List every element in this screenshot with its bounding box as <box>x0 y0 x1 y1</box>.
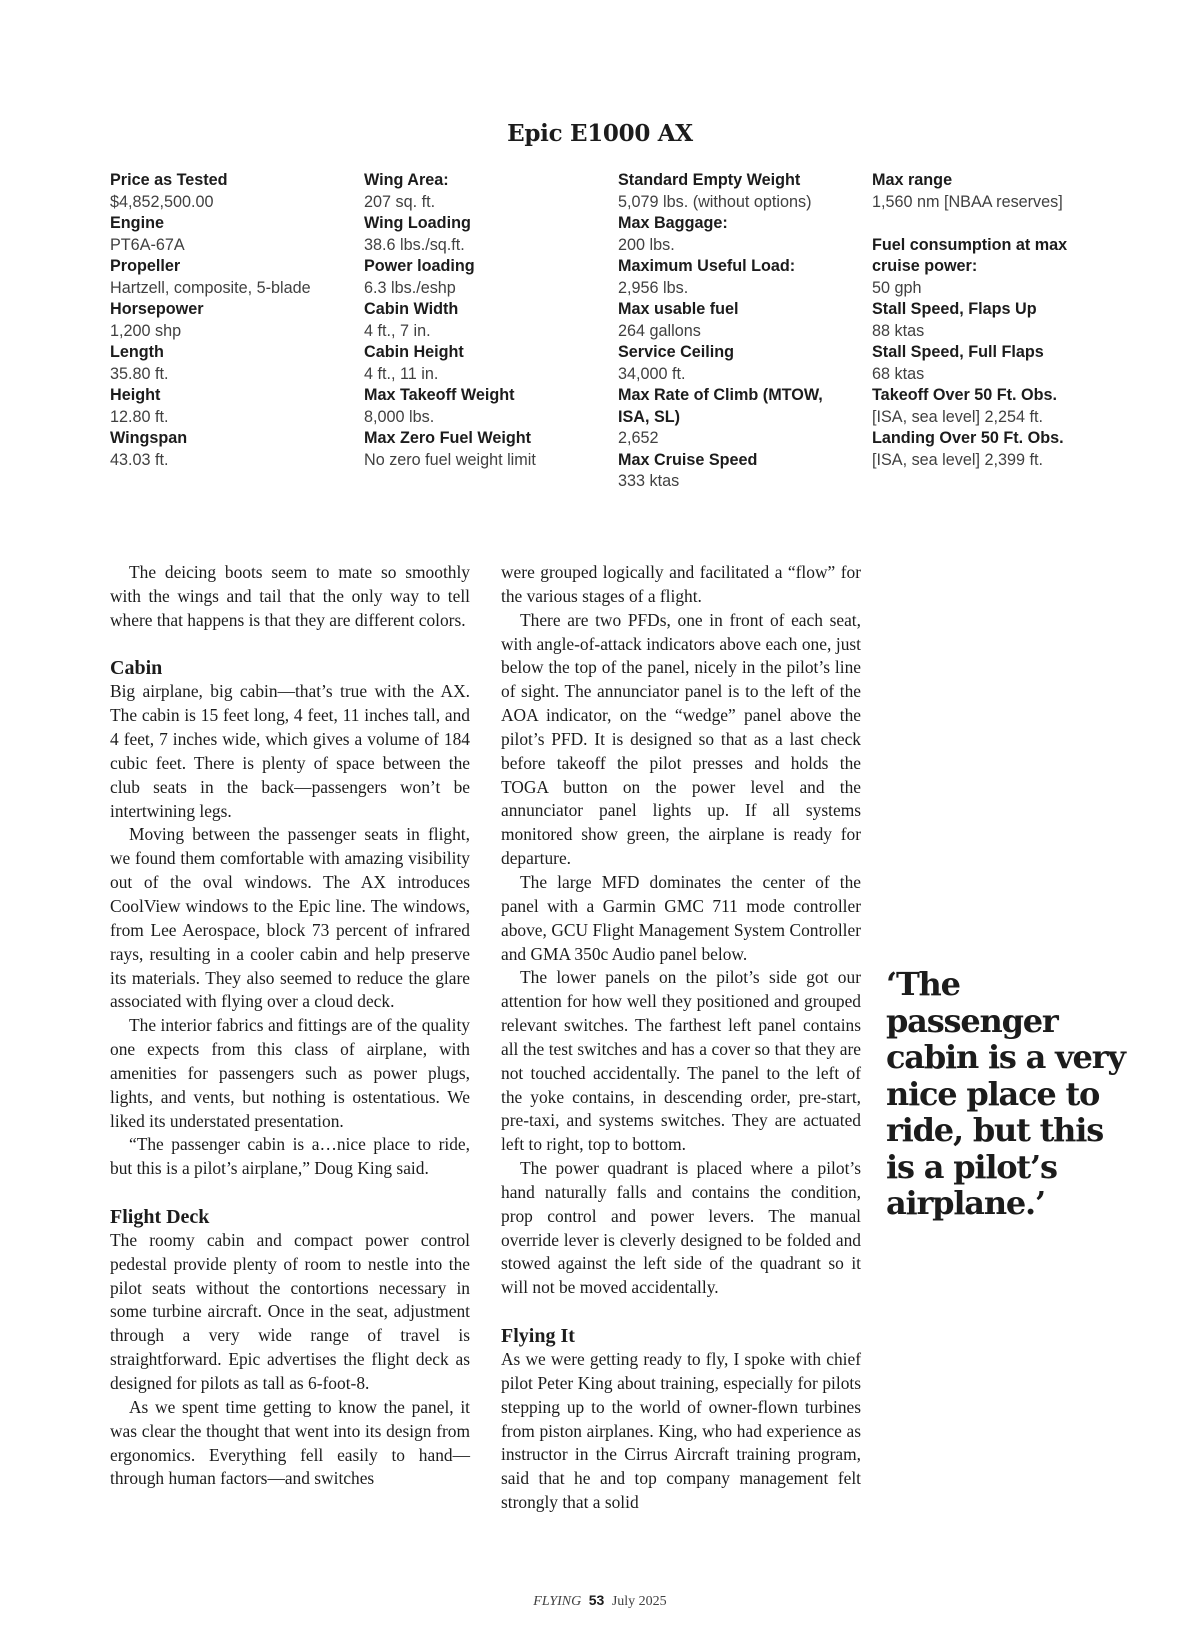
spec-value: 5,079 lbs. (without options) <box>618 192 812 211</box>
article-column-left <box>110 561 470 1491</box>
footer-magazine-name: FLYING <box>533 1594 582 1609</box>
body-paragraph: The power quadrant is placed where a pilot’s hand naturally falls and contains the condition, prop control and power levers. The manual override lever is cleverly designed to be folded and stowed against the left side of the quadrant so it will not be moved accidentally. <box>501 1158 861 1298</box>
body-paragraph: As we were getting ready to fly, I spoke with chief pilot Peter King about training, especially for pilots stepping up to the world of owner-flown turbines from piston airplanes. King, who had experience as instructor in the Cirrus Aircraft training program, said that he and top company management felt strongly that a solid <box>501 1349 861 1513</box>
spec-label: Stall Speed, Flaps Up <box>872 300 1037 318</box>
spec-label: Max usable fuel <box>618 300 739 318</box>
spec-value: $4,852,500.00 <box>110 192 214 211</box>
article-column-right <box>501 561 861 1515</box>
body-paragraph: Big airplane, big cabin—that’s true with the AX. The cabin is 15 feet long, 4 feet, 11 inches tall, and 4 feet, 7 inches wide, which gives a volume of 184 cubic feet. There is plenty of space between the club seats in the back—passengers won’t be intertwining legs. <box>110 681 470 821</box>
body-paragraph: As we spent time getting to know the panel, it was clear the thought that went into its design from ergonomics. Everything fell easily to hand—through human factors—and switches <box>110 1396 470 1489</box>
spec-label: Max Baggage: <box>618 214 728 232</box>
page-footer <box>0 1592 1200 1610</box>
spec-value: 34,000 ft. <box>618 364 686 383</box>
spec-label: Standard Empty Weight <box>618 171 801 189</box>
body-paragraph: The deicing boots seem to mate so smoothly with the wings and tail that the only way to tell where that happens is that they are different colors. <box>110 562 470 630</box>
spec-value: PT6A-67A <box>110 235 185 254</box>
body-paragraph: The interior fabrics and fittings are of the quality one expects from this class of airplane, with amenities for passengers such as power plugs, lights, and vents, but nothing is ostentatious. We liked its understated presentation. <box>110 1015 470 1131</box>
spec-value: 12.80 ft. <box>110 407 169 426</box>
spec-value: 88 ktas <box>872 321 925 340</box>
pull-quote: ‘The passenger cabin is a very nice place to ride, but this is a pilot’s airplane.’ <box>886 965 1125 1222</box>
footer-page-number: 53 <box>588 1592 605 1608</box>
spec-label: Engine <box>110 214 164 232</box>
footer-issue-date: July 2025 <box>611 1594 667 1609</box>
specs-title: Epic E1000 AX <box>507 120 693 147</box>
spec-column-4 <box>872 170 1112 471</box>
spec-label: Landing Over 50 Ft. Obs. <box>872 429 1064 447</box>
spec-label: Max Cruise Speed <box>618 450 758 469</box>
spec-value: 4 ft., 11 in. <box>364 364 439 383</box>
spec-value: Hartzell, composite, 5-blade <box>110 278 311 297</box>
spec-value: 6.3 lbs./eshp <box>364 278 456 297</box>
body-paragraph: There are two PFDs, one in front of each seat, with angle-of-attack indicators above each one, just below the top of the panel, nicely in the pilot’s line of sight. The annunciator panel is to the left of the AOA indicator, on the “wedge” panel above the pilot’s PFD. It is designed so that as a last check before takeoff the pilot presses and holds the TOGA button on the power level and the annunciator panel lights up. If all systems monitored show green, the airplane is ready for departure. <box>501 609 861 869</box>
spec-value: [ISA, sea level] 2,254 ft. <box>872 407 1043 426</box>
spec-label: Takeoff Over 50 Ft. Obs. <box>872 386 1058 404</box>
spec-value: 43.03 ft. <box>110 450 169 469</box>
body-paragraph: “The passenger cabin is a…nice place to ride, but this is a pilot’s airplane,” Doug King said. <box>110 1134 470 1179</box>
spec-value: 8,000 lbs. <box>364 407 435 426</box>
spec-label: Stall Speed, Full Flaps <box>872 343 1044 361</box>
spec-label: Wingspan <box>110 429 188 447</box>
spec-label: Maximum Useful Load: <box>618 257 796 275</box>
spec-label: Wing Area: <box>364 171 449 189</box>
spec-value: 207 sq. ft. <box>364 192 436 211</box>
body-paragraph: Moving between the passenger seats in flight, we found them comfortable with amazing visibility out of the oval windows. The AX introduces CoolView windows to the Epic line. The windows, from Lee Aerospace, block 73 percent of infrared rays, resulting in a cooler cabin and help preserve its materials. They also seemed to reduce the glare associated with flying over a cloud deck. <box>110 824 470 1012</box>
body-paragraph: The roomy cabin and compact power control pedestal provide plenty of room to nestle into the pilot seats without the contortions necessary in some turbine aircraft. Once in the seat, adjustment through a very wide range of travel is straightforward. Epic advertises the flight deck as designed for pilots as tall as 6-foot-8. <box>110 1229 470 1393</box>
spec-label: Max Rate of Climb (MTOW, ISA, SL) <box>618 386 823 426</box>
spec-column-1 <box>110 170 350 471</box>
spec-value: 1,200 shp <box>110 321 182 340</box>
body-paragraph: were grouped logically and facilitated a “flow” for the various stages of a flight. <box>501 562 861 606</box>
spec-label: Fuel consumption at max cruise power: <box>872 235 1068 275</box>
section-heading-flying-it: Flying It <box>501 1325 575 1347</box>
spec-label: Cabin Width <box>364 300 459 318</box>
spec-label: Cabin Height <box>364 343 464 361</box>
spec-value: 200 lbs. <box>618 235 675 254</box>
spec-value: 35.80 ft. <box>110 364 169 383</box>
spec-value: No zero fuel weight limit <box>364 450 536 469</box>
spec-label: Max range <box>872 171 953 189</box>
spec-value: 2,956 lbs. <box>618 278 689 297</box>
spec-value: 1,560 nm [NBAA reserves] <box>872 192 1063 211</box>
spec-value: [ISA, sea level] 2,399 ft. <box>872 450 1043 469</box>
spec-label: Power loading <box>364 257 475 275</box>
spec-label: Service Ceiling <box>618 343 735 361</box>
spec-value: 333 ktas <box>618 472 680 490</box>
spec-label: Height <box>110 386 161 404</box>
spec-label: Propeller <box>110 257 181 275</box>
spec-label: Max Zero Fuel Weight <box>364 429 531 447</box>
spec-value: 4 ft., 7 in. <box>364 321 431 340</box>
spec-value: 68 ktas <box>872 364 925 383</box>
spec-value: 2,652 <box>618 429 659 447</box>
section-heading-flight-deck: Flight Deck <box>110 1205 210 1228</box>
section-heading-cabin: Cabin <box>110 657 163 680</box>
spec-label: Wing Loading <box>364 214 471 232</box>
spec-label: Length <box>110 343 164 361</box>
spec-value: 38.6 lbs./sq.ft. <box>364 235 465 254</box>
spec-value: 264 gallons <box>618 321 701 340</box>
spec-value: 50 gph <box>872 278 922 297</box>
spec-label: Horsepower <box>110 300 204 318</box>
body-paragraph: The lower panels on the pilot’s side got our attention for how well they positioned and grouped relevant switches. The farthest left panel contains all the test switches and has a cover so that they are not touched accidentally. The panel to the left of the yoke contains, in descending order, pre-start, pre-taxi, and systems switches. They are actuated left to right, top to bottom. <box>501 967 861 1155</box>
spec-label: Max Takeoff Weight <box>364 386 515 404</box>
spec-spacer <box>872 213 1112 235</box>
spec-label: Price as Tested <box>110 171 228 189</box>
spec-column-2 <box>364 170 604 471</box>
spec-column-3 <box>618 170 858 493</box>
body-paragraph: The large MFD dominates the center of the panel with a Garmin GMC 711 mode controller above, GCU Flight Management System Controller and GMA 350c Audio panel below. <box>501 871 861 964</box>
